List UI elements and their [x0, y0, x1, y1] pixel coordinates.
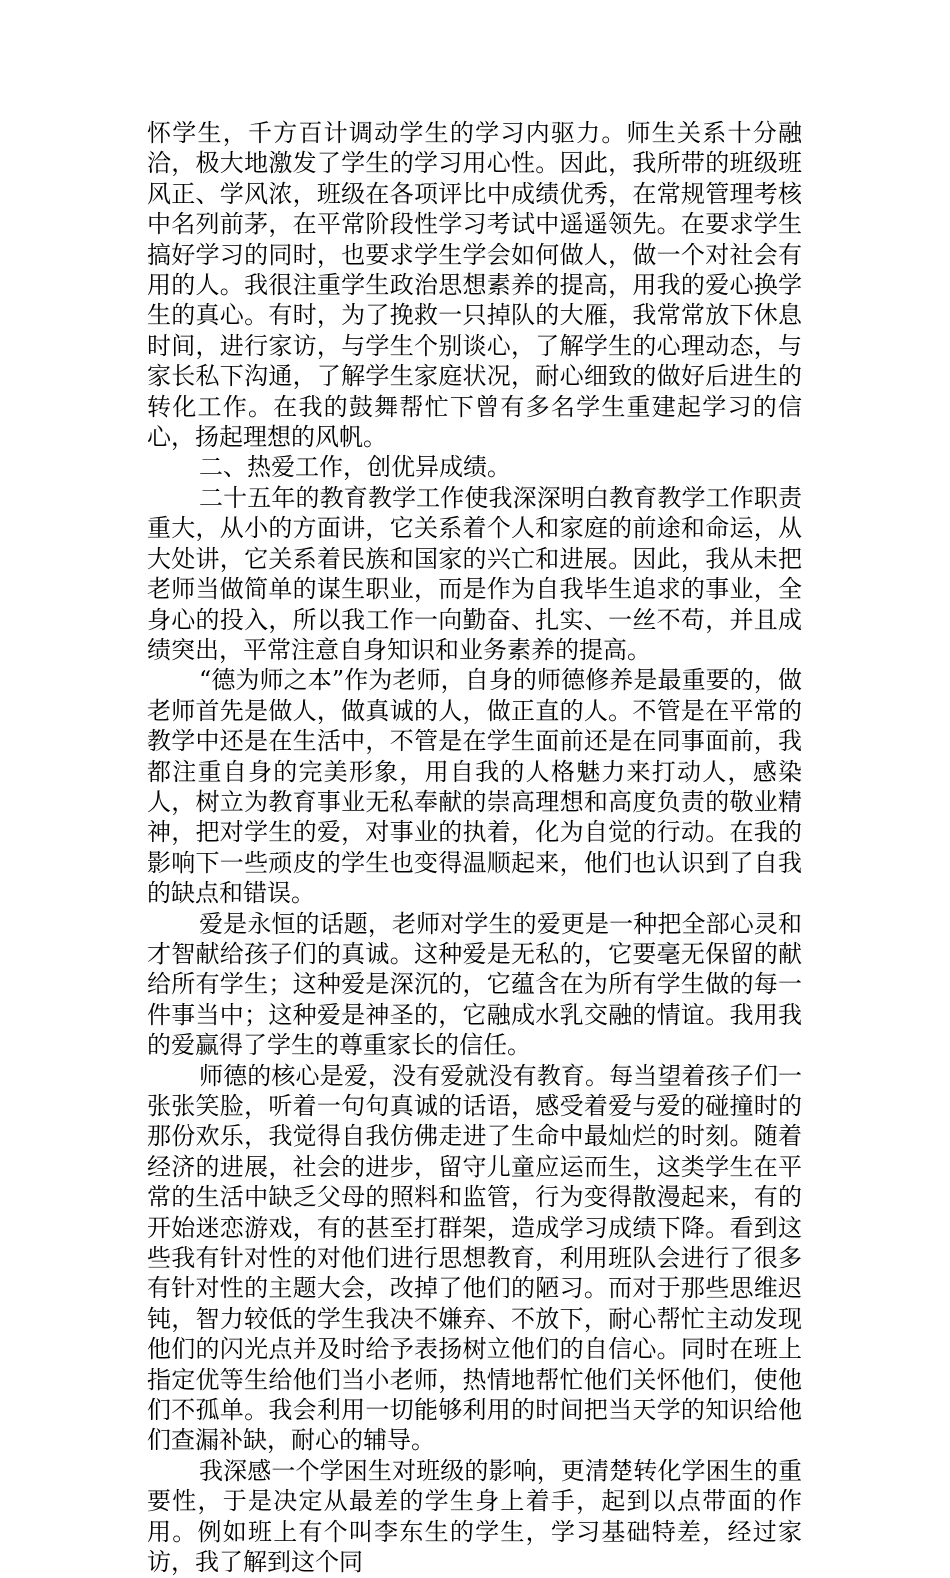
paragraph-struggling-students: 我深感一个学困生对班级的影响，更清楚转化学困生的重要性，于是决定从最差的学生身上着手，起到以点带面的作用。例如班上有个叫李东生的学生，学习基础特差，经过家访，我了解到这个同 — [147, 1456, 802, 1577]
paragraph-teaching-career: 二十五年的教育教学工作使我深深明白教育教学工作职责重大，从小的方面讲，它关系着个人和家庭的前途和命运，从大处讲，它关系着民族和国家的兴亡和进展。因此，我从未把老师当做简单的谋生职业，而是作为自我毕生追求的事业，全身心的投入，所以我工作一向勤奋、扎实、一丝不苟，并且成绩突出，平常注意自身知识和业务素养的提高。 — [147, 483, 802, 664]
paragraph-continued: 怀学生，千方百计调动学生的学习内驱力。师生关系十分融洽，极大地激发了学生的学习用心性。因此，我所带的班级班风正、学风浓，班级在各项评比中成绩优秀，在常规管理考核中名列前茅，在平常阶段性学习考试中遥遥领先。在要求学生搞好学习的同时，也要求学生学会如何做人，做一个对社会有用的人。我很注重学生政治思想素养的提高，用我的爱心换学生的真心。有时，为了挽救一只掉队的大雁，我常常放下休息时间，进行家访，与学生个别谈心，了解学生的心理动态，与家长私下沟通，了解学生家庭状况，耐心细致的做好后进生的转化工作。在我的鼓舞帮忙下曾有多名学生重建起学习的信心，扬起理想的风帆。 — [147, 119, 802, 452]
section-heading-love-work: 二、热爱工作，创优异成绩。 — [199, 453, 511, 482]
paragraph-teacher-ethics: “德为师之本”作为老师，自身的师德修养是最重要的，做老师首先是做人，做真诚的人，做正直的人。不管是在平常的教学中还是在生活中，不管是在学生面前还是在同事面前，我都注重自身的完美形象，用自我的人格魅力来打动人，感染人，树立为教育事业无私奉献的崇高理想和高度负责的敬业精神，把对学生的爱，对事业的执着，化为自觉的行动。在我的影响下一些顽皮的学生也变得温顺起来，他们也认识到了自我的缺点和错误。 — [147, 666, 802, 908]
paragraph-eternal-love: 爱是永恒的话题，老师对学生的爱更是一种把全部心灵和才智献给孩子们的真诚。这种爱是无私的，它要毫无保留的献给所有学生；这种爱是深沉的，它蕴含在为所有学生做的每一件事当中；这种爱是神圣的，它融成水乳交融的情谊。我用我的爱赢得了学生的尊重家长的信任。 — [147, 909, 802, 1060]
document-page — [147, 118, 802, 1578]
paragraph-core-of-ethics: 师德的核心是爱，没有爱就没有教育。每当望着孩子们一张张笑脸，听着一句句真诚的话语，感受着爱与爱的碰撞时的那份欢乐，我觉得自我仿佛走进了生命中最灿烂的时刻。随着经济的进展，社会的进步，留守儿童应运而生，这类学生在平常的生活中缺乏父母的照料和监管，行为变得散漫起来，有的开始迷恋游戏，有的甚至打群架，造成学习成绩下降。看到这些我有针对性的对他们进行思想教育，利用班队会进行了很多有针对性的主题大会，改掉了他们的陋习。而对于那些思维迟钝，智力较低的学生我决不嫌弃、不放下，耐心帮忙主动发现他们的闪光点并及时给予表扬树立他们的自信心。同时在班上指定优等生给他们当小老师，热情地帮忙他们关怀他们，使他们不孤单。我会利用一切能够利用的时间把当天学的知识给他们查漏补缺，耐心的辅导。 — [147, 1061, 802, 1455]
